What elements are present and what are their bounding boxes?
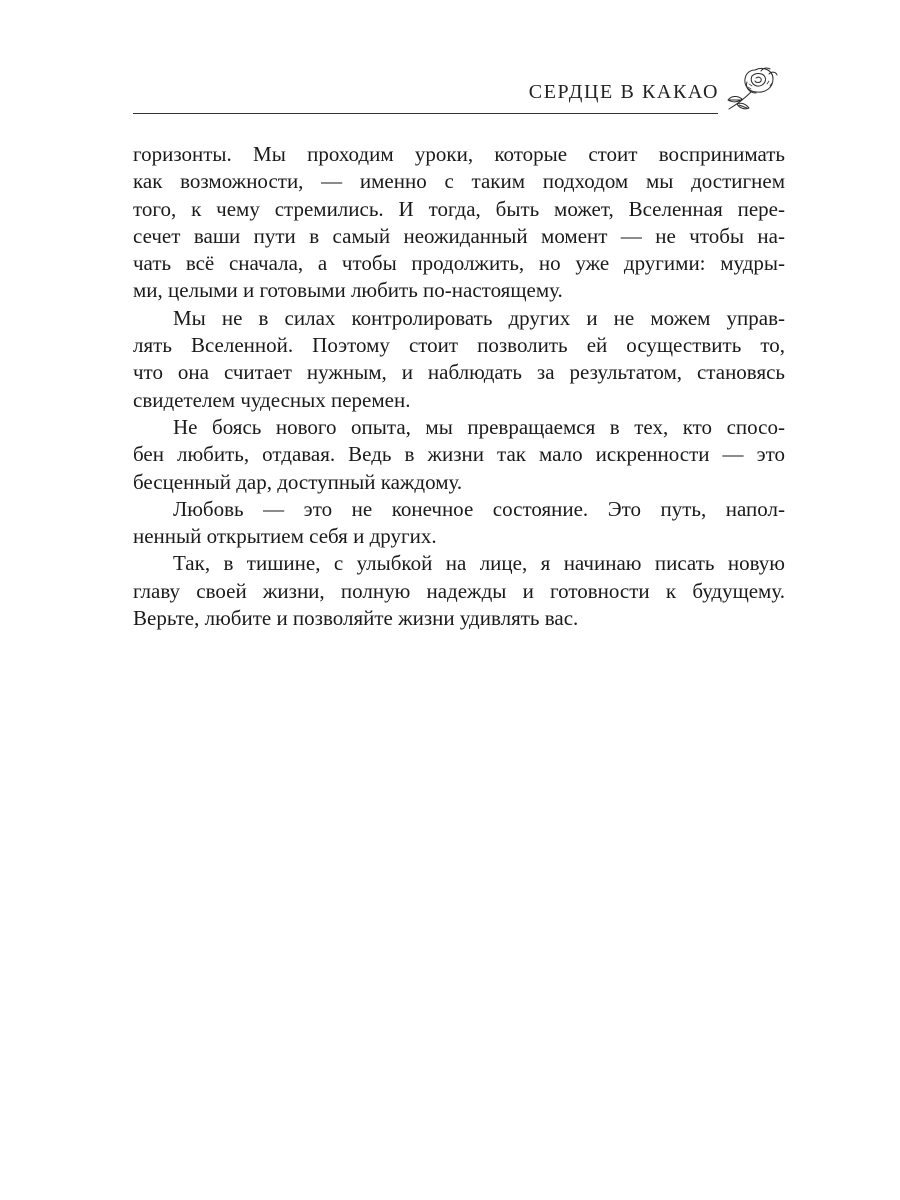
paragraph (133, 550, 785, 632)
text-line: Так, в тишине, с улыбкой на лице, я начинаю писать новую (173, 551, 785, 576)
text-line: главу своей жизни, полную надежды и готовности к будущему. (133, 578, 785, 603)
text-line: как возможности, — именно с таким подходом мы достигнем (133, 169, 785, 194)
text-line: Не боясь нового опыта, мы превращаемся в тех, кто спосо- (173, 414, 785, 439)
paragraph (133, 141, 785, 305)
text-line: Мы не в силах контролировать других и не можем управ- (173, 305, 785, 330)
text-line: бен любить, отдавая. Ведь в жизни так мало искренности — это (133, 442, 785, 467)
text-line: бесценный дар, доступный каждому. (133, 469, 463, 494)
text-line: лять Вселенной. Поэтому стоит позволить ей осуществить то, (133, 333, 785, 358)
running-header (133, 62, 785, 116)
running-title: СЕРДЦЕ В КАКАО (528, 81, 719, 103)
text-line: свидетелем чудесных перемен. (133, 387, 411, 412)
text-line: что она считает нужным, и наблюдать за результатом, становясь (133, 360, 785, 385)
paragraph (133, 496, 785, 551)
body-text (133, 141, 785, 632)
text-line: того, к чему стремились. И тогда, быть может, Вселенная пере- (133, 196, 785, 221)
text-line: ненный открытием себя и других. (133, 524, 437, 549)
rose-icon (725, 62, 785, 112)
header-rule (133, 113, 718, 114)
paragraph (133, 305, 785, 414)
text-line: Верьте, любите и позволяйте жизни удивлять вас. (133, 606, 579, 631)
text-line: сечет ваши пути в самый неожиданный момент — не чтобы на- (133, 223, 785, 248)
paragraph (133, 414, 785, 496)
text-line: ми, целыми и готовыми любить по-настоящему. (133, 278, 563, 303)
text-line: Любовь — это не конечное состояние. Это путь, напол- (173, 496, 785, 521)
text-line: горизонты. Мы проходим уроки, которые стоит воспринимать (133, 142, 785, 166)
text-line: чать всё сначала, а чтобы продолжить, но уже другими: мудры- (133, 251, 785, 276)
